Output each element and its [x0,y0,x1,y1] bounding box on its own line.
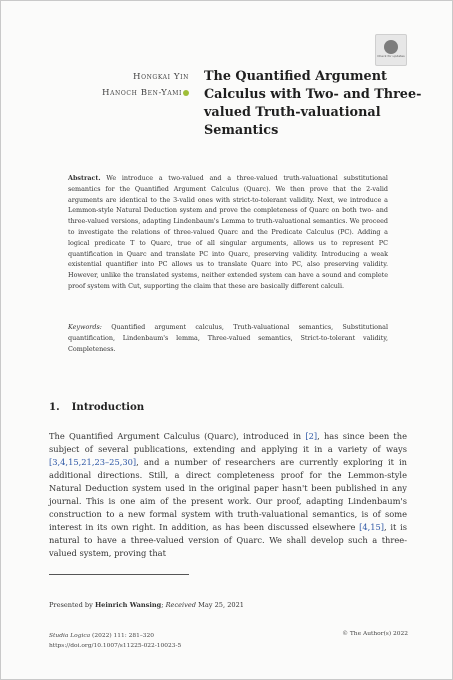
keywords-text: Quantified argument calculus, Truth-valuational semantics, Substitutional quantification, Lindenbaum's lemma, Three-valued semantics, Strict-to-tolerant validity, Completeness. [68,323,388,353]
presented-prefix: Presented by [49,601,95,609]
citation-link[interactable]: [2] [305,431,318,441]
intro-text: , it is natural to have a three-valued version of Quarc. We shall develop such a three-valued system, proving that [49,522,408,558]
citation-link[interactable]: [3,4,15,21,23–25,30] [49,457,137,467]
author-name: Hongkai Yin [132,72,189,82]
copyright-notice: © The Author(s) 2022 [342,631,408,637]
intro-text: The Quantified Argument Calculus (Quarc), introduced in [49,431,306,441]
check-for-updates-badge[interactable] [375,34,407,66]
presented-by-note: Presented by Heinrich Wansing; Received May 25, 2021 [49,601,244,609]
citation-link[interactable]: [4,15] [359,522,385,532]
abstract-label: Abstract. [68,174,101,182]
received-label: Received [165,601,197,609]
intro-paragraph [49,430,407,560]
journal-info [49,631,181,651]
update-icon [384,40,398,54]
author-list [79,69,189,101]
journal-name: Studia Logica [49,633,91,639]
author-name-with-orcid [79,85,189,101]
section-number: 1. [49,401,60,413]
author-name: Hanoch Ben-Yami [102,88,182,98]
intro-text: , has since been the subject of several publications, extending and applying it in a variety of ways [49,431,407,454]
doi-link[interactable]: https://doi.org/10.1007/s11225-022-10023-5 [49,643,182,649]
badge-text: Check for updates [377,53,405,58]
section-title: Introduction [71,401,145,413]
paper-title: The Quantified Argument Calculus with Two- and Three-valued Truth-valuational Semantics [204,69,422,138]
footnote-divider [49,574,189,575]
journal-volume: (2022) 111: 281–320 [90,633,155,639]
keywords-label: Keywords: [68,323,102,331]
abstract [68,173,388,292]
received-date: May 25, 2021 [196,601,244,609]
orcid-icon[interactable] [183,90,189,96]
intro-text: , and a number of researchers are currently exploring it in additional directions. Still, a direct completeness proof for the Lemmon-style Natural Deduction system used in the original paper hasn't been published in any journal. This is one aim of the present work. Our proof, adapting Lindenbaum's construction to a new formal system with truth-valuational semantics, is of some interest in its own right. In addition, as has been discussed elsewhere [49,457,407,532]
section-heading [49,401,144,413]
keywords [68,322,388,354]
abstract-text: We introduce a two-valued and a three-valued truth-valuational substitutional semantics for the Quantified Argument Calculus (Quarc). We then prove that the 2-valid arguments are identical to the 3-valid ones with strict-to-tolerant validity. Next, we introduce a Lemmon-style Natural Deduction system and prove the completeness of Quarc on both two- and three-valued versions, adapting Lindenbaum's Lemma to truth-valuational semantics. We proceed to investigate the relations of three-valued Quarc and the Predicate Calculus (PC). Adding a logical predicate T to Quarc, true of all singular arguments, allows us to represent PC quantification in Quarc and translate PC into Quarc, preserving validity. Introducing a weak existential quantifier into PC allows us to translate Quarc into PC, also preserving validity. However, unlike the translated systems, neither extended system can have a sound and complete proof system with Cut, supporting the claim that these are basically different calculi. [68,174,388,290]
presenter-name: Heinrich Wansing [94,601,162,609]
